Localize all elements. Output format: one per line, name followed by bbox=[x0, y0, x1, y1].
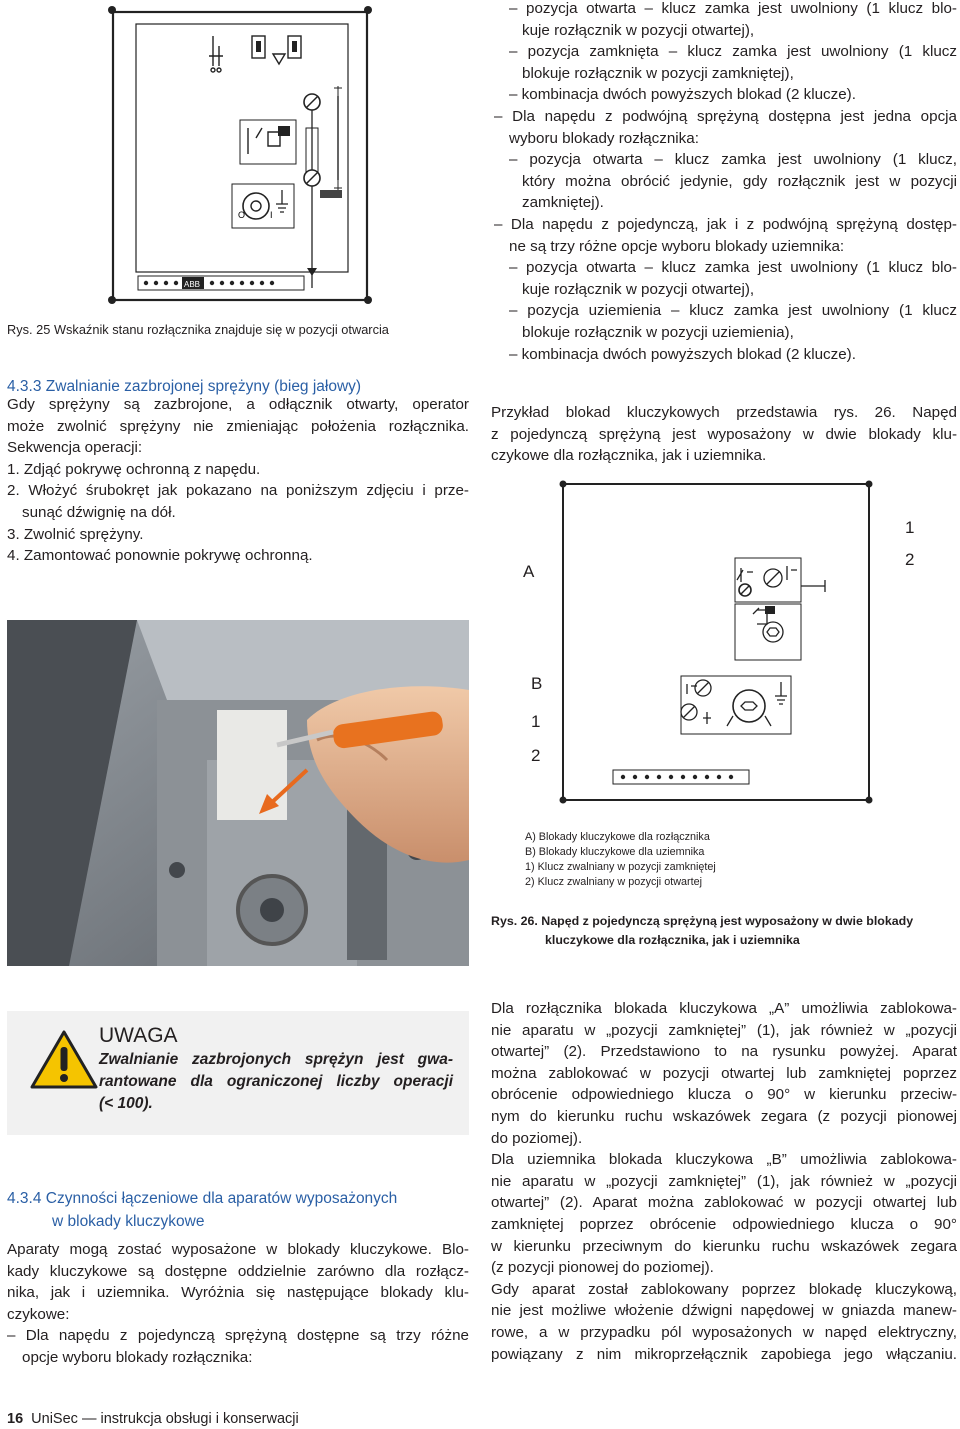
legend-item: 2) Klucz zwalniany w pozycji otwartej bbox=[525, 876, 703, 888]
text-line: do poziomej). bbox=[491, 1129, 583, 1147]
text-line: czykowe: bbox=[7, 1305, 70, 1323]
text-line: – kombinacja dwóch powyższych blokad (2 klucze). bbox=[509, 345, 856, 363]
step-2: 2. Włożyć śrubokręt jak pokazano na poniższym zdjęciu i prze- bbox=[7, 482, 469, 500]
text-line: – pozycja zamknięta – klucz zamka jest uwolniony (1 klucz bbox=[509, 43, 957, 61]
text-line: otwartej” (2). Przedstawiono to na rysunku powyżej. Aparat bbox=[491, 1043, 957, 1061]
text-line: Dla rozłącznika blokada kluczykowa „A” umożliwia zablokowa- bbox=[491, 1000, 957, 1017]
text-line: – kombinacja dwóch powyższych blokad (2 klucze). bbox=[509, 86, 856, 104]
legend-item: B) Blokady kluczykowe dla uziemnika bbox=[525, 846, 705, 858]
text-line: blokuje rozłącznik w pozycji zamkniętej), bbox=[522, 64, 794, 82]
page-footer bbox=[7, 1410, 299, 1428]
label-1: 1 bbox=[905, 518, 915, 537]
legend-item: A) Blokady kluczykowe dla rozłącznika bbox=[525, 831, 710, 843]
figure-26-caption bbox=[491, 912, 913, 950]
label-1-b: 1 bbox=[531, 712, 541, 731]
text-line: czykowe dla rozłącznika, jak i uziemnika. bbox=[491, 447, 767, 465]
text-line: zamkniętej). bbox=[522, 194, 604, 212]
text-line: można zablokować w pozycji otwartej lub zamkniętej poprzez bbox=[491, 1064, 957, 1082]
text-line: – pozycja otwarta – klucz zamka jest uwolniony (1 klucz blo- bbox=[509, 259, 957, 277]
text-line: Dla uziemnika blokada kluczykowa „B” umożliwia zablokowa- bbox=[491, 1151, 957, 1169]
text-line: ne są trzy różne opcje wyboru blokady uziemnika: bbox=[509, 237, 845, 255]
text-line: może zwolnić sprężyny nie zmieniając położenia rozłącznika. bbox=[7, 417, 469, 435]
step-3: 3. Zwolnić sprężyny. bbox=[7, 525, 144, 543]
text-line: otwartej” (2). Aparat można zablokować w pozycji otwartej lub bbox=[491, 1194, 957, 1212]
warning-title: UWAGA bbox=[99, 1024, 178, 1047]
text-line: – pozycja uziemienia – klucz zamka jest uwolniony (1 klucz bbox=[509, 302, 957, 320]
text-line: Przykład blokad kluczykowych przedstawia rys. 26. Napęd bbox=[491, 404, 957, 421]
text-line: nie aparatu w „pozycji zamkniętej” (1), jak również w „pozycji bbox=[491, 1021, 957, 1039]
section-4-3-3-heading: 4.3.3 Zwalnianie zazbrojonej sprężyny (bieg jałowy) bbox=[7, 378, 362, 395]
caption-line: Rys. 26. Napęd z pojedynczą sprężyną jest wyposażony w dwie blokady bbox=[491, 914, 914, 928]
figure-26-legend bbox=[525, 830, 716, 890]
panel-drawing bbox=[98, 0, 398, 312]
screwdriver-photo bbox=[7, 620, 469, 966]
text-line: (z pozycji pionowej do poziomej). bbox=[491, 1259, 714, 1277]
figure-26 bbox=[491, 480, 960, 810]
warning-text bbox=[99, 1049, 453, 1115]
label-2: 2 bbox=[905, 550, 915, 569]
caption-line: kluczykowe dla rozłącznika, jak i uziemnika bbox=[545, 933, 800, 947]
text-line: blokuje rozłącznik w pozycji uziemienia), bbox=[522, 323, 794, 341]
right-column-bottom bbox=[491, 998, 957, 1365]
text-line: Aparaty mogą zostać wyposażone w blokady kluczykowe. Blo- bbox=[7, 1241, 469, 1258]
text-line: który można obrócić jedynie, gdy rozłącznik jest w pozycji bbox=[522, 172, 957, 190]
example-paragraph bbox=[491, 402, 957, 467]
keylock-diagram bbox=[491, 480, 960, 810]
legend-item: 1) Klucz zwalniany w pozycji zamkniętej bbox=[525, 861, 716, 873]
warning-icon bbox=[29, 1029, 99, 1091]
figure-25-caption: Rys. 25 Wskaźnik stanu rozłącznika znajduje się w pozycji otwarcia bbox=[7, 322, 389, 337]
text-line: opcje wyboru blokady rozłącznika: bbox=[22, 1348, 253, 1366]
warning-line: Zwalnianie zazbrojonych sprężyn jest gwa- bbox=[99, 1051, 453, 1068]
text-line: nym do kierunku ruchu wskazówek zegara (z pozycji pionowej bbox=[491, 1107, 957, 1125]
warning-line: rantowane dla ograniczonej liczby operacji bbox=[99, 1073, 453, 1090]
text-line: – pozycja otwarta – klucz zamka jest uwolniony (1 klucz, bbox=[509, 151, 957, 169]
label-2-b: 2 bbox=[531, 746, 541, 765]
warning-line: (< 100). bbox=[99, 1095, 153, 1112]
label-a: A bbox=[523, 562, 535, 581]
text-line: obrócenie odpowiedniego klucza o 90° w kierunku przeciw- bbox=[491, 1086, 957, 1104]
warning-box bbox=[7, 1011, 469, 1135]
svg-text:I: I bbox=[270, 210, 273, 220]
text-line: nie aparatu w „pozycji zamkniętej” (1), jak również w „pozycji bbox=[491, 1172, 957, 1190]
text-line: powiązany z nim mikroprzełącznik zapobiega jego włączaniu. bbox=[491, 1345, 957, 1363]
document-title: UniSec — instrukcja obsługi i konserwacji bbox=[31, 1411, 299, 1427]
label-b: B bbox=[531, 674, 543, 693]
text-line: rowe, a w przypadku pól wyposażonych w napęd elektryczny, bbox=[491, 1323, 957, 1341]
section-4-3-4-body bbox=[7, 1239, 469, 1369]
text-line: Gdy sprężyny są zazbrojone, a odłącznik otwarty, operator bbox=[7, 396, 469, 413]
step-4: 4. Zamontować ponownie pokrywę ochronną. bbox=[7, 547, 313, 565]
text-line: Gdy aparat został zablokowany poprzez blokadę kluczykową, bbox=[491, 1280, 957, 1298]
text-line: kuje rozłącznik w pozycji otwartej), bbox=[522, 280, 755, 298]
svg-text:O: O bbox=[238, 210, 246, 220]
text-line: nie jest możliwe włożenie dźwigni napędowej w gniazda manew- bbox=[491, 1302, 957, 1320]
right-column-top bbox=[491, 0, 957, 365]
text-line: – pozycja otwarta – klucz zamka jest uwolniony (1 klucz blo- bbox=[509, 0, 957, 17]
text-line: Sekwencja operacji: bbox=[7, 439, 143, 457]
page-number: 16 bbox=[7, 1411, 24, 1427]
section-4-3-3-body bbox=[7, 394, 469, 567]
text-line: nika, jak i uziemnika. Wyróżnia się następujące blokady klu- bbox=[7, 1284, 469, 1302]
section-4-3-4-heading-cont: w blokady kluczykowe bbox=[52, 1213, 205, 1230]
text-line: zamkniętej poprzez obrócenie odpowiedniego klucza o 90° bbox=[491, 1215, 957, 1233]
step-1: 1. Zdjąć pokrywę ochronną z napędu. bbox=[7, 460, 261, 478]
text-line: z pojedynczą sprężyną jest wyposażony w dwie blokady klu- bbox=[491, 425, 957, 443]
text-line: w kierunku przeciwnym do kierunku ruchu wskazówek zegara bbox=[491, 1237, 957, 1255]
section-4-3-4-heading: 4.3.4 Czynności łączeniowe dla aparatów wyposażonych bbox=[7, 1190, 398, 1207]
text-line: – Dla napędu z pojedynczą sprężyną dostępne są trzy różne bbox=[7, 1327, 469, 1345]
step-2-cont: sunąć dźwignię na dół. bbox=[22, 503, 176, 521]
figure-25 bbox=[98, 0, 398, 312]
text-line: – Dla napędu z pojedynczą, jak i z podwójną sprężyną dostęp- bbox=[494, 215, 957, 233]
text-line: kady kluczykowe są dostępne oddzielnie zarówno dla rozłącz- bbox=[7, 1262, 469, 1280]
abb-logo: ABB bbox=[184, 280, 201, 289]
text-line: kuje rozłącznik w pozycji otwartej), bbox=[522, 21, 755, 39]
text-line: – Dla napędu z podwójną sprężyną dostępna jest jedna opcja bbox=[494, 107, 957, 125]
text-line: wyboru blokady rozłącznika: bbox=[509, 129, 699, 147]
